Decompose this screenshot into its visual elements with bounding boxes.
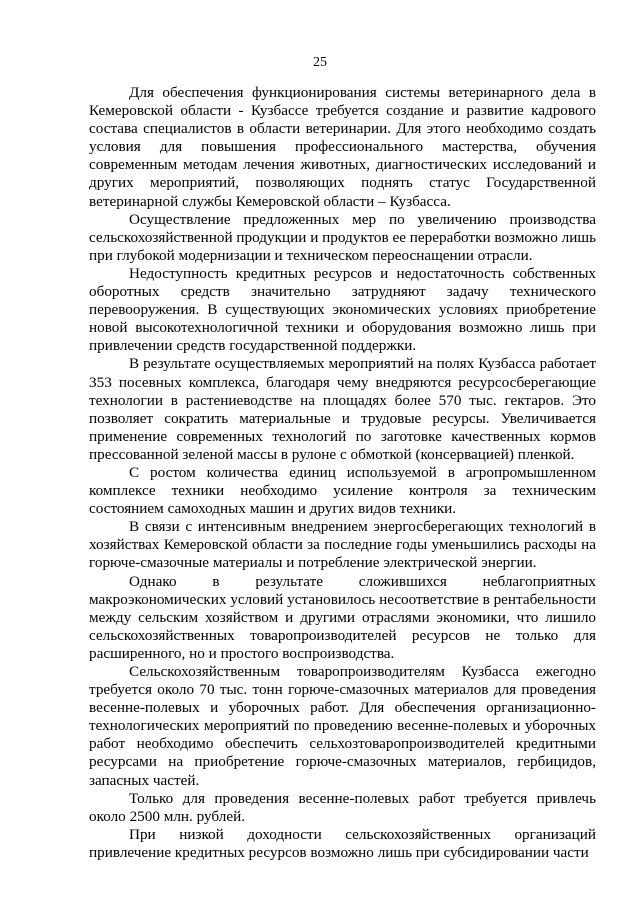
page-number: 25: [313, 55, 327, 70]
paragraph-7: Однако в результате сложившихся неблагоприятных макроэкономических условий установилось несоответствие в рентабельности между сельским хозяйством и другими отраслями экономики, что лишило сельскохозяйственных товаропроизводителей ресурсов не только для расширенного, но и простого воспроизводства.: [89, 572, 596, 662]
paragraph-9: Только для проведения весенне-полевых работ требуется привлечь около 2500 млн. рублей.: [89, 789, 596, 825]
paragraph-5: С ростом количества единиц используемой в агропромышленном комплексе техники необходимо усиление контроля за техническим состоянием самоходных машин и других видов техники.: [89, 463, 596, 518]
paragraph-10: При низкой доходности сельскохозяйственных организаций привлечение кредитных ресурсов возможно лишь при субсидировании части: [89, 825, 596, 861]
paragraph-8: Сельскохозяйственным товаропроизводителям Кузбасса ежегодно требуется около 70 тыс. тонн горюче-смазочных материалов для проведения весенне-полевых и уборочных работ. Для обеспечения организационно-технологических мероприятий по проведению весенне-полевых и уборочных работ необходимо обеспечить сельхозтоваропроизводителей кредитными ресурсами на приобретение горюче-смазочных материалов, гербицидов, запасных частей.: [89, 663, 596, 789]
paragraph-3: Недоступность кредитных ресурсов и недостаточность собственных оборотных средств значительно затрудняют задачу технического перевооружения. В существующих экономических условиях приобретение новой высокотехнологичной техники и оборудования возможно лишь при привлечении средств государственной поддержки.: [89, 264, 596, 355]
paragraph-1: Для обеспечения функционирования системы ветеринарного дела в Кемеровской области - Кузбассе требуется создание и развитие кадрового состава специалистов в области ветеринарии. Для этого необходимо создать условия для повышения профессионального мастерства, обучения современным методам лечения животных, диагностических исследований и других мероприятий, позволяющих поднять статус Государственной ветеринарной службы Кемеровской области – Кузбасса.: [89, 84, 596, 210]
paragraph-6: В связи с интенсивным внедрением энергосберегающих технологий в хозяйствах Кемеровской области за последние годы уменьшились расходы на горюче-смазочные материалы и потребление электрической энергии.: [89, 518, 596, 572]
document-body: [89, 84, 596, 862]
paragraph-2: Осуществление предложенных мер по увеличению производства сельскохозяйственной продукции и продуктов ее переработки возможно лишь при глубокой модернизации и техническом переоснащении отрасли.: [89, 210, 596, 264]
paragraph-4: В результате осуществляемых мероприятий на полях Кузбасса работает 353 посевных комплекса, благодаря чему внедряются ресурсосберегающие технологии в растениеводстве на площадях более 570 тыс. гектаров. Это позволяет сократить материальные и трудовые ресурсы. Увеличивается применение современных технологий по заготовке качественных кормов прессованной зеленой массы в рулоне с обмоткой (консервацией) пленкой.: [89, 355, 596, 463]
